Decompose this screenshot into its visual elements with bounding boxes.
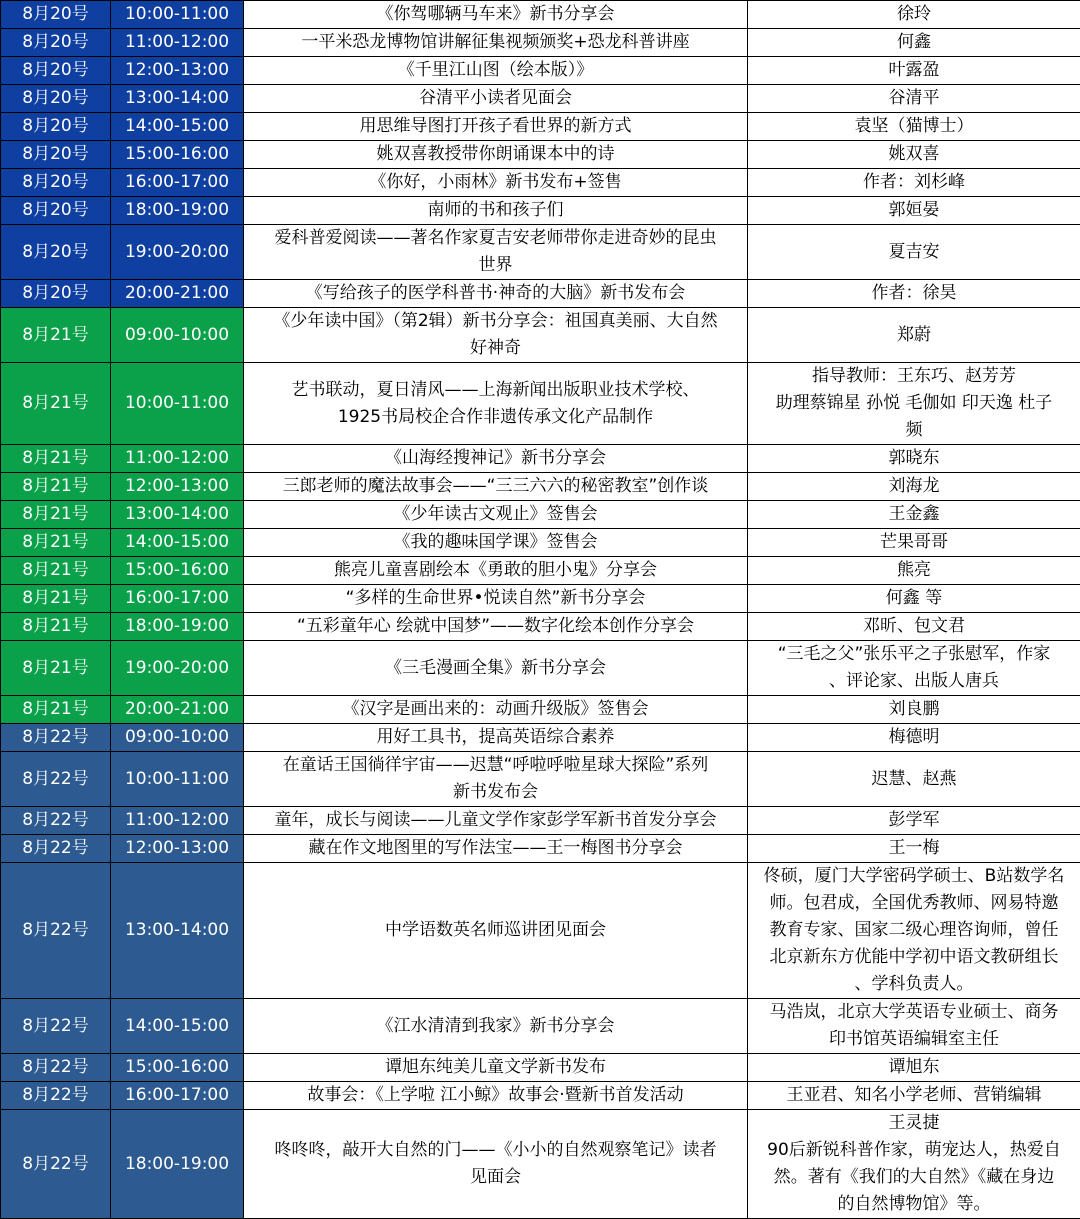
event-host [748, 863, 1080, 999]
event-date: 8月21号 [1, 529, 111, 557]
event-title [244, 473, 748, 501]
event-host-line: 频 [748, 417, 1080, 444]
event-host-line: 夏吉安 [748, 239, 1080, 266]
event-time: 09:00-10:00 [111, 724, 244, 752]
event-time: 11:00-12:00 [111, 445, 244, 473]
event-host-line: 袁坚（猫博士） [748, 113, 1080, 140]
event-date: 8月22号 [1, 835, 111, 863]
event-time: 18:00-19:00 [111, 197, 244, 225]
event-title-line: 谷清平小读者见面会 [246, 85, 745, 112]
schedule-row [1, 752, 1080, 807]
event-host-line: 王亚君、知名小学老师、营销编辑 [748, 1082, 1080, 1109]
event-title-line: 中学语数英名师巡讲团见面会 [246, 917, 745, 944]
event-date: 8月20号 [1, 85, 111, 113]
event-date: 8月21号 [1, 557, 111, 585]
schedule-row [1, 197, 1080, 225]
event-host [748, 1054, 1080, 1082]
event-time: 09:00-10:00 [111, 308, 244, 363]
event-time: 15:00-16:00 [111, 557, 244, 585]
event-title [244, 169, 748, 197]
event-title [244, 280, 748, 308]
event-host-line: 然。著有《我们的大自然》《藏在身边 [748, 1164, 1080, 1191]
event-host-line: 、评论家、出版人唐兵 [748, 668, 1080, 695]
event-date: 8月22号 [1, 863, 111, 999]
event-date: 8月21号 [1, 696, 111, 724]
event-title-line: 《少年读中国》（第2辑）新书分享会：祖国真美丽、大自然 [246, 308, 745, 335]
event-host [748, 197, 1080, 225]
event-time: 10:00-11:00 [111, 363, 244, 445]
event-host-line: 何鑫 [748, 29, 1080, 56]
schedule-row [1, 585, 1080, 613]
event-title [244, 1054, 748, 1082]
event-title-line: 《山海经搜神记》新书分享会 [246, 445, 745, 472]
schedule-row [1, 57, 1080, 85]
event-title-line: 世界 [246, 252, 745, 279]
event-host-line: 刘海龙 [748, 473, 1080, 500]
event-date: 8月20号 [1, 1, 111, 29]
event-title [244, 999, 748, 1054]
event-title-line: 艺书联动，夏日清风——上海新闻出版职业技术学校、 [246, 377, 745, 404]
event-host-line: 助理蔡锦星 孙悦 毛伽如 印天逸 杜子 [748, 390, 1080, 417]
event-title-line: 用思维导图打开孩子看世界的新方式 [246, 113, 745, 140]
event-host [748, 1082, 1080, 1110]
schedule-row [1, 1054, 1080, 1082]
event-time: 19:00-20:00 [111, 225, 244, 280]
schedule-row [1, 141, 1080, 169]
event-title [244, 696, 748, 724]
event-title [244, 1110, 748, 1219]
event-date: 8月20号 [1, 141, 111, 169]
event-title-line: 姚双喜教授带你朗诵课本中的诗 [246, 141, 745, 168]
event-time: 15:00-16:00 [111, 1054, 244, 1082]
event-host-line: 王一梅 [748, 835, 1080, 862]
event-title [244, 57, 748, 85]
schedule-row [1, 501, 1080, 529]
event-host [748, 57, 1080, 85]
event-title-line: 《你驾哪辆马车来》新书分享会 [246, 1, 745, 28]
event-host-line: 郭晓东 [748, 445, 1080, 472]
event-host-line: 教育专家、国家二级心理咨询师，曾任 [748, 917, 1080, 944]
event-date: 8月20号 [1, 225, 111, 280]
event-title-line: 三郎老师的魔法故事会——“三三六六的秘密教室”创作谈 [246, 473, 745, 500]
event-title [244, 807, 748, 835]
event-title-line: 故事会：《上学啦 江小鲸》故事会·暨新书首发活动 [246, 1082, 745, 1109]
event-host-line: 郭姮晏 [748, 197, 1080, 224]
schedule-row [1, 113, 1080, 141]
schedule-row [1, 724, 1080, 752]
event-host [748, 752, 1080, 807]
event-host [748, 141, 1080, 169]
event-host [748, 445, 1080, 473]
event-host [748, 225, 1080, 280]
event-host-line: 迟慧、赵燕 [748, 766, 1080, 793]
event-title [244, 113, 748, 141]
schedule-row [1, 1082, 1080, 1110]
event-host-line: 佟硕，厦门大学密码学硕士、B站数学名 [748, 863, 1080, 890]
event-date: 8月21号 [1, 308, 111, 363]
schedule-row [1, 613, 1080, 641]
event-host-line: 马浩岚，北京大学英语专业硕士、商务 [748, 999, 1080, 1026]
event-host-line: “三毛之父”张乐平之子张慰军，作家 [748, 641, 1080, 668]
event-host [748, 308, 1080, 363]
event-host [748, 363, 1080, 445]
event-title [244, 863, 748, 999]
event-date: 8月22号 [1, 724, 111, 752]
event-time: 19:00-20:00 [111, 641, 244, 696]
event-time: 16:00-17:00 [111, 585, 244, 613]
event-title-line: 1925书局校企合作非遗传承文化产品制作 [246, 404, 745, 431]
schedule-row [1, 363, 1080, 445]
event-title [244, 557, 748, 585]
event-date: 8月21号 [1, 445, 111, 473]
event-title [244, 1082, 748, 1110]
schedule-row [1, 308, 1080, 363]
event-host-line: 指导教师：王东巧、赵芳芳 [748, 363, 1080, 390]
event-date: 8月21号 [1, 501, 111, 529]
event-host-line: 姚双喜 [748, 141, 1080, 168]
event-host [748, 613, 1080, 641]
event-host-line: 师。包君成，全国优秀教师、网易特邀 [748, 890, 1080, 917]
event-time: 15:00-16:00 [111, 141, 244, 169]
event-host-line: 印书馆英语编辑室主任 [748, 1026, 1080, 1053]
event-host [748, 641, 1080, 696]
schedule-row [1, 225, 1080, 280]
schedule-row [1, 807, 1080, 835]
event-host-line: 、学科负责人。 [748, 971, 1080, 998]
event-time: 18:00-19:00 [111, 613, 244, 641]
event-title-line: 《我的趣味国学课》签售会 [246, 529, 745, 556]
event-title [244, 197, 748, 225]
event-host [748, 807, 1080, 835]
event-date: 8月20号 [1, 57, 111, 85]
event-host-line: 谷清平 [748, 85, 1080, 112]
event-title [244, 308, 748, 363]
event-time: 11:00-12:00 [111, 29, 244, 57]
event-date: 8月20号 [1, 113, 111, 141]
event-host-line: 熊亮 [748, 557, 1080, 584]
event-host-line: 邓昕、包文君 [748, 613, 1080, 640]
event-host [748, 557, 1080, 585]
event-title [244, 1, 748, 29]
event-title [244, 724, 748, 752]
event-date: 8月22号 [1, 999, 111, 1054]
event-date: 8月21号 [1, 473, 111, 501]
event-title-line: 爱科普爱阅读——著名作家夏吉安老师带你走进奇妙的昆虫 [246, 225, 745, 252]
event-time: 10:00-11:00 [111, 1, 244, 29]
event-title-line: 在童话王国徜徉宇宙——迟慧“呼啦呼啦星球大探险”系列 [246, 752, 745, 779]
event-title [244, 501, 748, 529]
event-time: 11:00-12:00 [111, 807, 244, 835]
event-date: 8月21号 [1, 585, 111, 613]
event-date: 8月22号 [1, 1054, 111, 1082]
event-host [748, 835, 1080, 863]
event-time: 20:00-21:00 [111, 280, 244, 308]
event-title-line: “多样的生命世界•悦读自然”新书分享会 [246, 585, 745, 612]
event-host [748, 585, 1080, 613]
event-date: 8月20号 [1, 280, 111, 308]
event-title-line: “五彩童年心 绘就中国梦”——数字化绘本创作分享会 [246, 613, 745, 640]
event-time: 20:00-21:00 [111, 696, 244, 724]
event-title-line: 咚咚咚，敲开大自然的门——《小小的自然观察笔记》读者 [246, 1137, 745, 1164]
schedule-row [1, 696, 1080, 724]
event-host [748, 696, 1080, 724]
schedule-body [1, 1, 1080, 1219]
event-time: 10:00-11:00 [111, 752, 244, 807]
schedule-row [1, 29, 1080, 57]
schedule-row [1, 280, 1080, 308]
event-title [244, 835, 748, 863]
event-time: 13:00-14:00 [111, 863, 244, 999]
event-title-line: 新书发布会 [246, 779, 745, 806]
event-host-line: 何鑫 等 [748, 585, 1080, 612]
event-host-line: 作者：徐昊 [748, 280, 1080, 307]
event-host-line: 王灵捷 [748, 1110, 1080, 1137]
event-date: 8月22号 [1, 1082, 111, 1110]
event-title [244, 752, 748, 807]
event-host-line: 北京新东方优能中学初中语文教研组长 [748, 944, 1080, 971]
event-time: 16:00-17:00 [111, 169, 244, 197]
event-date: 8月21号 [1, 613, 111, 641]
schedule-row [1, 557, 1080, 585]
event-host-line: 王金鑫 [748, 501, 1080, 528]
event-title [244, 85, 748, 113]
schedule-row [1, 863, 1080, 999]
event-host [748, 999, 1080, 1054]
event-title [244, 641, 748, 696]
event-title-line: 藏在作文地图里的写作法宝——王一梅图书分享会 [246, 835, 745, 862]
event-host [748, 473, 1080, 501]
event-host [748, 1110, 1080, 1219]
event-time: 12:00-13:00 [111, 835, 244, 863]
event-host [748, 529, 1080, 557]
event-date: 8月20号 [1, 169, 111, 197]
event-host-line: 叶露盈 [748, 57, 1080, 84]
schedule-row [1, 641, 1080, 696]
schedule-row [1, 473, 1080, 501]
schedule-row [1, 85, 1080, 113]
schedule-row [1, 835, 1080, 863]
event-title-line: 童年，成长与阅读——儿童文学作家彭学军新书首发分享会 [246, 807, 745, 834]
event-host-line: 芒果哥哥 [748, 529, 1080, 556]
event-date: 8月22号 [1, 807, 111, 835]
event-time: 14:00-15:00 [111, 113, 244, 141]
event-host-line: 梅德明 [748, 724, 1080, 751]
event-host [748, 1, 1080, 29]
schedule-row [1, 999, 1080, 1054]
event-host [748, 29, 1080, 57]
event-title-line: 《少年读古文观止》签售会 [246, 501, 745, 528]
event-title [244, 225, 748, 280]
event-host-line: 郑蔚 [748, 322, 1080, 349]
event-title-line: 《汉字是画出来的：动画升级版》签售会 [246, 696, 745, 723]
event-title [244, 141, 748, 169]
event-host [748, 113, 1080, 141]
event-title [244, 613, 748, 641]
schedule-row [1, 529, 1080, 557]
event-title-line: 《你好，小雨林》新书发布+签售 [246, 169, 745, 196]
event-date: 8月20号 [1, 197, 111, 225]
event-time: 13:00-14:00 [111, 501, 244, 529]
event-title-line: 南师的书和孩子们 [246, 197, 745, 224]
event-title-line: 《三毛漫画全集》新书分享会 [246, 655, 745, 682]
event-title [244, 363, 748, 445]
event-host [748, 85, 1080, 113]
event-host-line: 90后新锐科普作家，萌宠达人，热爱自 [748, 1137, 1080, 1164]
event-title [244, 29, 748, 57]
event-date: 8月22号 [1, 1110, 111, 1219]
event-title [244, 445, 748, 473]
event-time: 12:00-13:00 [111, 473, 244, 501]
event-host-line: 谭旭东 [748, 1054, 1080, 1081]
event-title [244, 529, 748, 557]
event-host [748, 724, 1080, 752]
event-host [748, 280, 1080, 308]
event-host-line: 作者：刘杉峰 [748, 169, 1080, 196]
event-time: 16:00-17:00 [111, 1082, 244, 1110]
event-date: 8月22号 [1, 752, 111, 807]
event-time: 13:00-14:00 [111, 85, 244, 113]
event-host [748, 169, 1080, 197]
event-host-line: 的自然博物馆》等。 [748, 1191, 1080, 1218]
event-host-line: 徐玲 [748, 1, 1080, 28]
event-time: 18:00-19:00 [111, 1110, 244, 1219]
event-date: 8月20号 [1, 29, 111, 57]
event-time: 12:00-13:00 [111, 57, 244, 85]
event-host-line: 刘良鹏 [748, 696, 1080, 723]
event-title-line: 谭旭东纯美儿童文学新书发布 [246, 1054, 745, 1081]
schedule-row [1, 1, 1080, 29]
event-title-line: 《千里江山图（绘本版）》 [246, 57, 745, 84]
event-title-line: 《江水清清到我家》新书分享会 [246, 1013, 745, 1040]
event-title-line: 用好工具书，提高英语综合素养 [246, 724, 745, 751]
event-date: 8月21号 [1, 363, 111, 445]
event-time: 14:00-15:00 [111, 999, 244, 1054]
event-date: 8月21号 [1, 641, 111, 696]
event-title [244, 585, 748, 613]
event-title-line: 好神奇 [246, 335, 745, 362]
event-title-line: 一平米恐龙博物馆讲解征集视频颁奖+恐龙科普讲座 [246, 29, 745, 56]
event-title-line: 见面会 [246, 1164, 745, 1191]
event-title-line: 《写给孩子的医学科普书·神奇的大脑》新书发布会 [246, 280, 745, 307]
event-host [748, 501, 1080, 529]
event-host-line: 彭学军 [748, 807, 1080, 834]
schedule-row [1, 445, 1080, 473]
event-title-line: 熊亮儿童喜剧绘本《勇敢的胆小鬼》分享会 [246, 557, 745, 584]
schedule-row [1, 1110, 1080, 1219]
schedule-row [1, 169, 1080, 197]
event-time: 14:00-15:00 [111, 529, 244, 557]
